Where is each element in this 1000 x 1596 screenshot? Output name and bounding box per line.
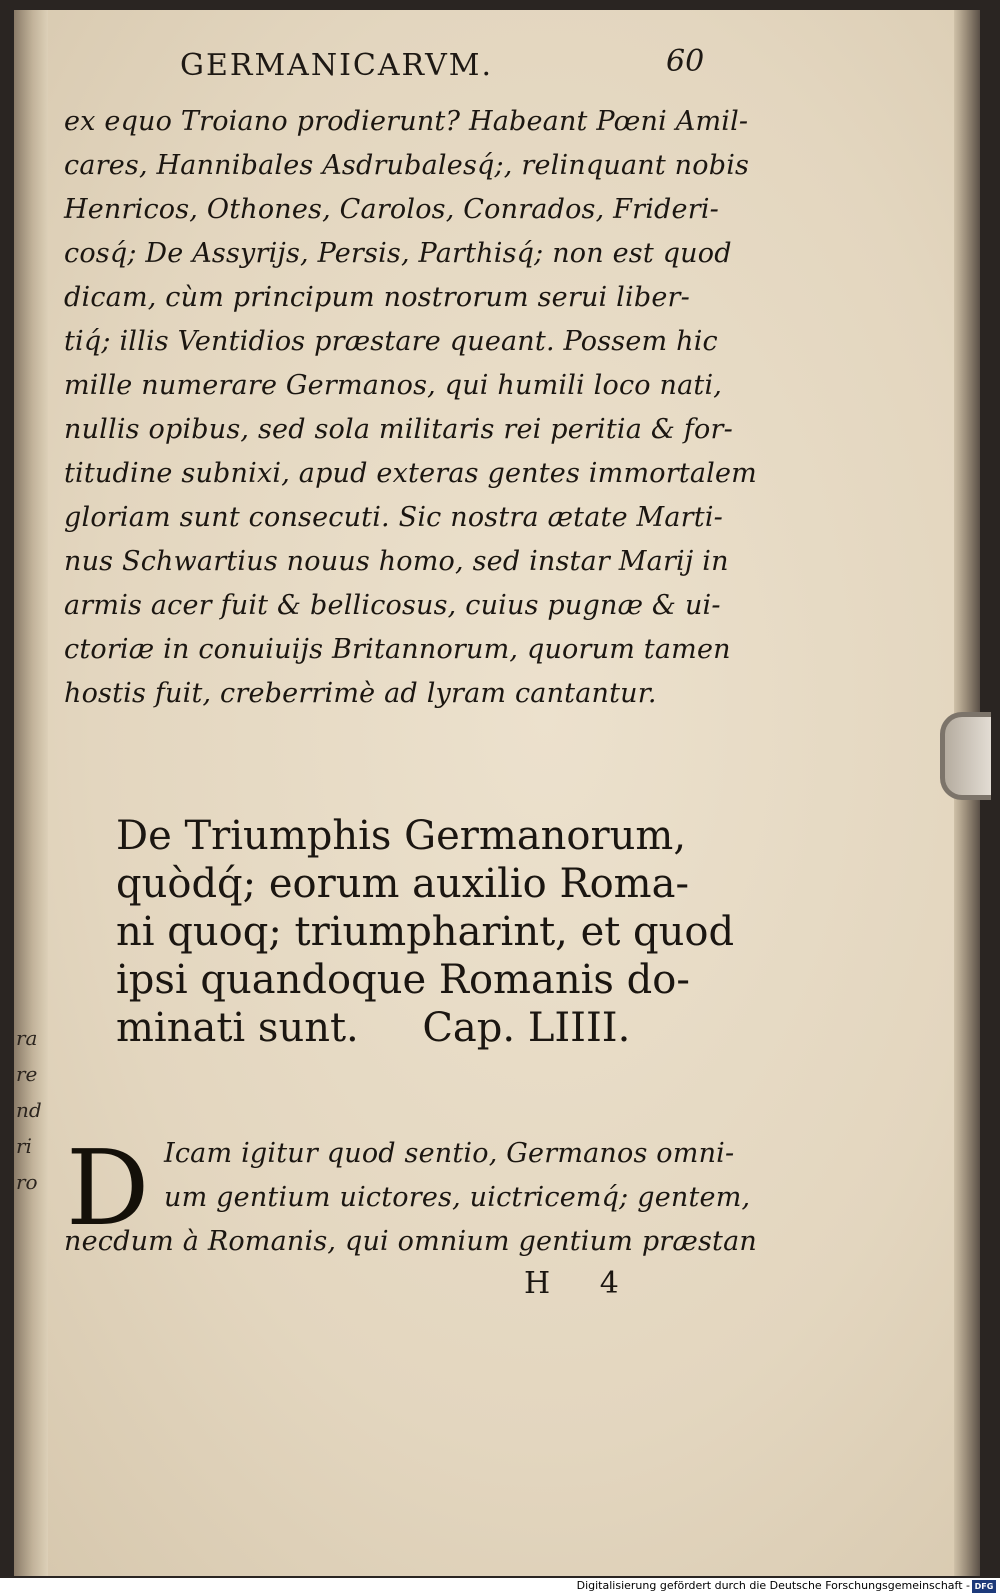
footer-bar	[0, 1578, 1000, 1596]
gutter-fragment: ra	[16, 1026, 38, 1050]
text-line: um gentium uictores, uictricemq́; gentem,	[164, 1182, 751, 1213]
chapter-heading	[116, 812, 735, 1052]
text-line: nus Schwartius nouus homo, sed instar Marij in	[64, 546, 729, 577]
funding-credit: Digitalisierung gefördert durch die Deutsche Forschungsgemeinschaft -	[576, 1579, 970, 1592]
paragraph-1	[64, 100, 764, 716]
text-line: cares, Hannibales Asdrubalesq́;, relinquant nobis	[64, 150, 750, 181]
text-line: hostis fuit, creberrimè ad lyram cantantur.	[64, 678, 657, 709]
gutter-fragments	[16, 1020, 42, 1320]
text-line: ctoriæ in conuiuijs Britannorum, quorum tamen	[64, 634, 731, 665]
text-line: gloriam sunt consecuti. Sic nostra ætate Marti-	[64, 502, 723, 533]
text-line: mille numerare Germanos, qui humili loco nati,	[64, 370, 723, 401]
running-head-title: GERMANICARVM.	[180, 48, 493, 83]
running-head	[180, 42, 740, 92]
page-number: 60	[666, 44, 705, 79]
page-gutter	[14, 10, 48, 1576]
gutter-fragment: ro	[16, 1170, 38, 1194]
heading-line: minati sunt. Cap. LIIII.	[116, 1005, 631, 1051]
page-clip	[940, 712, 991, 800]
gutter-fragment: nd	[16, 1098, 42, 1122]
text-line: titudine subnixi, apud exteras gentes immortalem	[64, 458, 757, 489]
text-line: cosq́; De Assyrijs, Persis, Parthisq́; non est quod	[64, 238, 732, 269]
text-line: armis acer fuit & bellicosus, cuius pugnæ & ui-	[64, 590, 721, 621]
gutter-fragment: re	[16, 1062, 38, 1086]
text-line: ex equo Troiano prodierunt? Habeant Pœni Amil-	[64, 106, 749, 137]
drop-cap: D	[66, 1127, 150, 1249]
text-line: Icam igitur quod sentio, Germanos omni-	[164, 1138, 735, 1169]
gutter-fragment: ri	[16, 1134, 32, 1158]
text-line: necdum à Romanis, qui omnium gentium præstan	[64, 1226, 757, 1257]
heading-line: ni quoq; triumpharint, et quod	[116, 909, 735, 955]
text-line: dicam, cùm principum nostrorum serui liber-	[64, 282, 690, 313]
heading-line: De Triumphis Germanorum,	[116, 813, 687, 859]
text-line: nullis opibus, sed sola militaris rei peritia & for-	[64, 414, 733, 445]
paragraph-2	[64, 1127, 764, 1264]
heading-line: quòdq́; eorum auxilio Roma-	[116, 861, 689, 907]
heading-line: ipsi quandoque Romanis do-	[116, 957, 690, 1003]
signature-mark: H 4	[524, 1266, 639, 1301]
text-line: tiq́; illis Ventidios præstare queant. Possem hic	[64, 326, 718, 357]
text-line: Henricos, Othones, Carolos, Conrados, Frideri-	[64, 194, 719, 225]
dfg-logo: DFG	[972, 1580, 996, 1593]
